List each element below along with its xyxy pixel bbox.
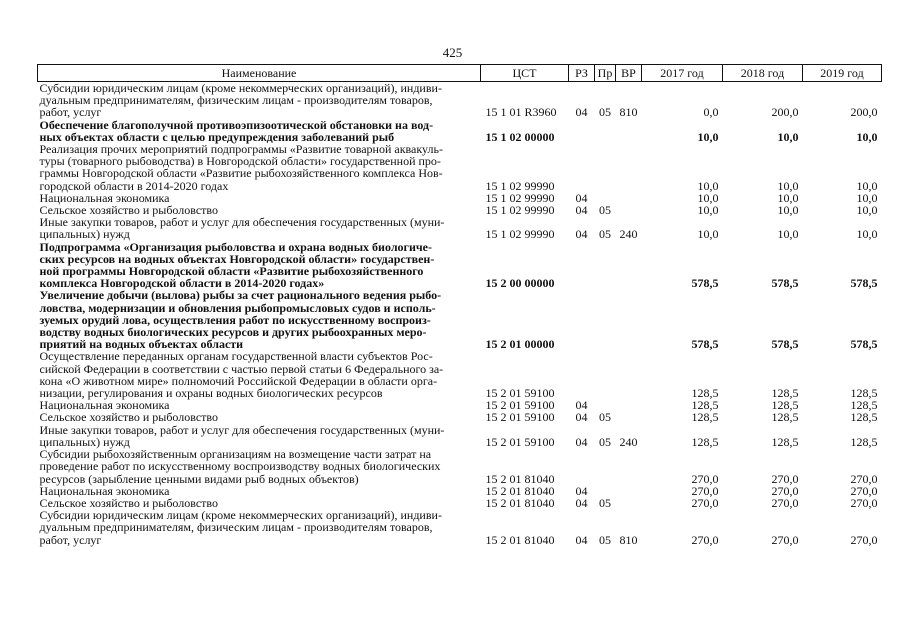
row-vr bbox=[616, 241, 642, 290]
row-vr: 240 bbox=[619, 227, 638, 242]
row-2019: 270,0 bbox=[850, 495, 878, 510]
row-pr: 05 bbox=[599, 434, 611, 449]
row-cst: 15 2 01 81040 bbox=[485, 471, 555, 486]
row-pr: 05 bbox=[599, 532, 611, 547]
table-row bbox=[38, 411, 882, 423]
row-2017: 10,0 bbox=[697, 178, 719, 193]
row-name bbox=[38, 289, 481, 350]
row-cst: 15 1 02 99990 bbox=[485, 178, 555, 193]
row-pr: 05 bbox=[599, 495, 611, 510]
table-header bbox=[38, 65, 882, 82]
row-name-line: Национальная экономика bbox=[39, 398, 170, 413]
row-vr bbox=[616, 485, 642, 497]
row-rz: 04 bbox=[575, 190, 588, 205]
row-rz: 04 bbox=[575, 398, 588, 413]
row-rz bbox=[569, 289, 595, 350]
row-name-line: комплекса Новгородской области в 2014-2020 годах» bbox=[39, 276, 325, 291]
row-vr bbox=[616, 411, 642, 423]
row-name-line: ресурсов (зарыбление ценными видами рыб водных объектов) bbox=[39, 471, 359, 486]
row-rz: 04 bbox=[575, 434, 588, 449]
row-name-line: дуальным предпринимателям, физическим лицам - производителям товаров, bbox=[39, 93, 433, 108]
row-2017: 128,5 bbox=[691, 434, 719, 449]
row-name-line: зуемых орудий лова, осуществления работ по искусственному воспроиз- bbox=[39, 312, 431, 327]
row-rz bbox=[569, 448, 595, 485]
row-cst: 15 2 01 59100 bbox=[485, 410, 555, 425]
row-2019: 128,5 bbox=[850, 410, 878, 425]
row-name-line: Национальная экономика bbox=[39, 190, 170, 205]
row-2018: 128,5 bbox=[771, 434, 799, 449]
row-name-line: Сельское хозяйство и рыболовство bbox=[39, 495, 219, 510]
row-2017: 128,5 bbox=[691, 410, 719, 425]
row-name-line: приятий на водных объектах области bbox=[39, 337, 244, 352]
row-name bbox=[38, 350, 481, 399]
row-cst: 15 1 02 00000 bbox=[485, 129, 555, 144]
budget-table bbox=[37, 64, 882, 546]
row-name-line: работ, услуг bbox=[39, 105, 102, 120]
row-2018: 578,5 bbox=[771, 276, 799, 291]
row-2017: 10,0 bbox=[697, 129, 719, 144]
header-rz: РЗ bbox=[569, 65, 595, 82]
row-2017: 270,0 bbox=[691, 532, 719, 547]
row-2018: 10,0 bbox=[777, 190, 799, 205]
row-vr bbox=[616, 192, 642, 204]
row-name bbox=[38, 424, 481, 448]
row-pr bbox=[595, 448, 616, 485]
row-name-line: Иные закупки товаров, работ и услуг для обеспечения государственных (муни- bbox=[39, 422, 445, 437]
row-rz bbox=[569, 143, 595, 192]
row-name-line: работ, услуг bbox=[39, 532, 102, 547]
row-rz bbox=[569, 241, 595, 290]
row-2018: 578,5 bbox=[771, 337, 799, 352]
row-name-line: ных объектах области с целью предупреждения заболеваний рыб bbox=[39, 129, 395, 144]
page-number: 425 bbox=[442, 45, 463, 60]
row-2019: 10,0 bbox=[856, 227, 878, 242]
row-2018: 10,0 bbox=[777, 203, 799, 218]
table-row bbox=[38, 216, 882, 240]
table-row bbox=[38, 448, 882, 485]
row-cst: 15 2 01 81040 bbox=[485, 483, 555, 498]
row-name-line: Субсидии юридическим лицам (кроме некоммерческих организаций), индиви- bbox=[39, 508, 442, 523]
row-2018: 270,0 bbox=[771, 483, 799, 498]
row-name-line: Иные закупки товаров, работ и услуг для обеспечения государственных (муни- bbox=[39, 215, 445, 230]
row-name-line: Сельское хозяйство и рыболовство bbox=[39, 203, 219, 218]
row-pr: 05 bbox=[599, 410, 611, 425]
row-cst: 15 2 01 59100 bbox=[485, 398, 555, 413]
header-2019: 2019 год bbox=[803, 65, 882, 82]
row-name-line: ципальных) нужд bbox=[39, 434, 130, 449]
row-name-line: ной программы Новгородской области «Развитие рыбохозяйственного bbox=[39, 264, 424, 279]
row-name bbox=[38, 241, 481, 290]
row-rz: 04 bbox=[575, 495, 588, 510]
row-name-line: Подпрограмма «Организация рыболовства и охрана водных биологиче- bbox=[39, 239, 433, 254]
row-2017: 578,5 bbox=[691, 276, 719, 291]
header-2017: 2017 год bbox=[642, 65, 723, 82]
row-2017: 270,0 bbox=[691, 471, 719, 486]
row-name-line: ловства, модернизации и обновления рыбопромысловых судов и исполь- bbox=[39, 300, 436, 315]
table-row bbox=[38, 82, 882, 119]
table-row bbox=[38, 241, 882, 290]
row-2018: 128,5 bbox=[771, 386, 799, 401]
row-2018: 270,0 bbox=[771, 495, 799, 510]
row-2019: 128,5 bbox=[850, 434, 878, 449]
row-name-line: сийской Федерации в соответствии с частью первой статьи 6 Федерального за- bbox=[39, 361, 444, 376]
row-pr bbox=[595, 241, 616, 290]
row-name-line: туры (товарного рыбоводства) в Новгородской области» государственной про- bbox=[39, 154, 441, 169]
row-vr bbox=[616, 119, 642, 143]
table-body bbox=[38, 82, 882, 546]
row-name bbox=[38, 411, 481, 423]
row-2019: 270,0 bbox=[850, 532, 878, 547]
row-2017: 10,0 bbox=[697, 203, 719, 218]
row-2019: 270,0 bbox=[850, 483, 878, 498]
row-cst: 15 1 02 99990 bbox=[485, 190, 555, 205]
row-2019: 10,0 bbox=[856, 129, 878, 144]
header-name: Наименование bbox=[38, 65, 481, 82]
row-2017: 10,0 bbox=[697, 227, 719, 242]
row-rz: 04 bbox=[575, 410, 588, 425]
row-2018: 200,0 bbox=[771, 105, 799, 120]
row-2017: 10,0 bbox=[697, 190, 719, 205]
row-cst: 15 2 01 59100 bbox=[485, 386, 555, 401]
row-pr: 05 bbox=[599, 203, 611, 218]
row-vr bbox=[616, 350, 642, 399]
row-2017: 0,0 bbox=[703, 105, 719, 120]
row-name-line: Реализация прочих мероприятий подпрограммы «Развитие товарной аквакуль- bbox=[39, 142, 443, 157]
row-rz bbox=[569, 119, 595, 143]
row-pr bbox=[595, 119, 616, 143]
table-row bbox=[38, 119, 882, 143]
row-name-line: граммы Новгородской области «Развитие рыбохозяйственного комплекса Нов- bbox=[39, 166, 443, 181]
row-name-line: Национальная экономика bbox=[39, 483, 170, 498]
row-cst: 15 2 01 00000 bbox=[485, 337, 555, 352]
header-vr: ВР bbox=[616, 65, 642, 82]
table-row bbox=[38, 143, 882, 192]
row-vr: 810 bbox=[619, 532, 638, 547]
row-name-line: низации, регулирования и охраны водных биологических ресурсов bbox=[39, 386, 383, 401]
row-2019: 10,0 bbox=[856, 203, 878, 218]
row-rz: 04 bbox=[575, 203, 588, 218]
row-rz: 04 bbox=[575, 227, 588, 242]
header-cst: ЦСТ bbox=[481, 65, 569, 82]
row-2018: 128,5 bbox=[771, 398, 799, 413]
row-rz: 04 bbox=[575, 483, 588, 498]
row-name-line: городской области в 2014-2020 годах bbox=[39, 178, 229, 193]
header-pr: Пр bbox=[595, 65, 616, 82]
row-cst: 15 2 01 81040 bbox=[485, 495, 555, 510]
row-rz: 04 bbox=[575, 105, 588, 120]
row-name bbox=[38, 143, 481, 192]
row-pr: 05 bbox=[599, 227, 611, 242]
row-2018: 10,0 bbox=[777, 129, 799, 144]
row-name-line: Увеличение добычи (вылова) рыбы за счет рационального ведения рыбо- bbox=[39, 288, 442, 303]
row-2017: 128,5 bbox=[691, 398, 719, 413]
row-2018: 270,0 bbox=[771, 471, 799, 486]
row-name-line: кона «О животном мире» полномочий Российской Федерации в области орга- bbox=[39, 373, 438, 388]
row-2019: 128,5 bbox=[850, 398, 878, 413]
table-row bbox=[38, 350, 882, 399]
row-vr bbox=[616, 497, 642, 509]
row-name-line: Субсидии юридическим лицам (кроме некоммерческих организаций), индиви- bbox=[39, 81, 442, 95]
row-vr bbox=[616, 399, 642, 411]
row-name-line: Осуществление переданных органам государственной власти субъектов Рос- bbox=[39, 349, 433, 364]
row-name-line: Обеспечение благополучной противоэпизоотической обстановки на вод- bbox=[39, 117, 434, 132]
row-2017: 128,5 bbox=[691, 386, 719, 401]
row-2017: 270,0 bbox=[691, 483, 719, 498]
row-2018: 10,0 bbox=[777, 227, 799, 242]
row-2017: 578,5 bbox=[691, 337, 719, 352]
row-name bbox=[38, 448, 481, 485]
row-name-line: водству водных биологических ресурсов и других рыбоохранных меро- bbox=[39, 325, 427, 340]
row-pr: 05 bbox=[599, 105, 611, 120]
row-name-line: ских ресурсов на водных объектах Новгородской области» государствен- bbox=[39, 251, 435, 266]
row-name bbox=[38, 119, 481, 143]
row-2018: 10,0 bbox=[777, 178, 799, 193]
row-cst: 15 1 02 99990 bbox=[485, 227, 555, 242]
row-name-line: дуальным предпринимателям, физическим лицам - производителям товаров, bbox=[39, 520, 433, 535]
row-pr bbox=[595, 289, 616, 350]
row-2019: 578,5 bbox=[850, 337, 878, 352]
row-name bbox=[38, 509, 481, 546]
row-cst: 15 2 01 59100 bbox=[485, 434, 555, 449]
header-2018: 2018 год bbox=[723, 65, 803, 82]
row-2019: 578,5 bbox=[850, 276, 878, 291]
row-pr bbox=[595, 350, 616, 399]
row-vr bbox=[616, 143, 642, 192]
table-row bbox=[38, 509, 882, 546]
row-rz: 04 bbox=[575, 532, 588, 547]
row-name-line: Сельское хозяйство и рыболовство bbox=[39, 410, 219, 425]
row-2017: 270,0 bbox=[691, 495, 719, 510]
row-name-line: проведение работ по искусственному воспроизводству водных биологических bbox=[39, 459, 441, 474]
row-2019: 128,5 bbox=[850, 386, 878, 401]
row-cst: 15 2 01 81040 bbox=[485, 532, 555, 547]
row-2018: 270,0 bbox=[771, 532, 799, 547]
row-2019: 200,0 bbox=[850, 105, 878, 120]
row-2019: 10,0 bbox=[856, 190, 878, 205]
row-cst: 15 2 00 00000 bbox=[485, 276, 555, 291]
row-vr: 810 bbox=[619, 105, 638, 120]
row-2019: 270,0 bbox=[850, 471, 878, 486]
row-vr: 240 bbox=[619, 434, 638, 449]
table-row bbox=[38, 289, 882, 350]
row-name-line: Субсидии рыбохозяйственным организациям на возмещение части затрат на bbox=[39, 447, 432, 462]
row-vr bbox=[616, 448, 642, 485]
row-vr bbox=[616, 289, 642, 350]
row-pr bbox=[595, 143, 616, 192]
row-cst: 15 1 02 99990 bbox=[485, 203, 555, 218]
row-name bbox=[38, 82, 481, 119]
row-name bbox=[38, 216, 481, 240]
table-row bbox=[38, 424, 882, 448]
row-rz bbox=[569, 350, 595, 399]
row-2018: 128,5 bbox=[771, 410, 799, 425]
row-cst: 15 1 01 R3960 bbox=[485, 105, 557, 120]
row-2019: 10,0 bbox=[856, 178, 878, 193]
row-vr bbox=[616, 204, 642, 216]
row-name-line: ципальных) нужд bbox=[39, 227, 130, 242]
